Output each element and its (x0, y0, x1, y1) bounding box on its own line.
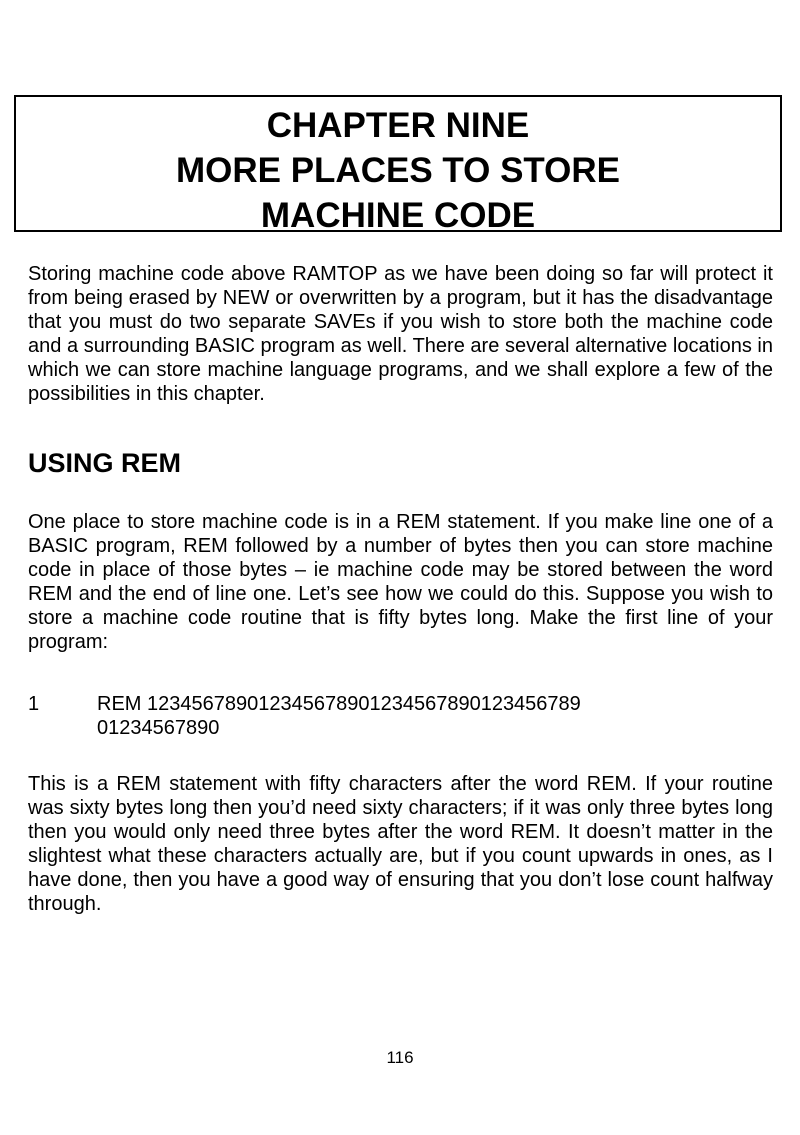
chapter-title-line-2: MACHINE CODE (260, 196, 536, 235)
code-line-number: 1 (28, 693, 40, 715)
explanation-paragraph: This is a REM statement with fifty characters after the word REM. If your routine was sixty bytes long then you’d need sixty characters; if it was only three bytes long then you would only need three bytes after the word REM. It doesn’t matter in the slightest what these characters actually are, but if you count upwards in ones, as I have done, then you have a good way of ensuring that you don’t lose count halfway through. (28, 773, 773, 915)
rem-paragraph: One place to store machine code is in a REM statement. If you make line one of a BASIC program, REM followed by a number of bytes then you can store machine code in place of those bytes – ie machine code may be stored between the word REM and the end of line one. Let’s see how we could do this. Suppose you wish to store a machine code routine that is fifty bytes long. Make the first line of your program: (28, 511, 773, 653)
chapter-title-line-1: MORE PLACES TO STORE (175, 151, 621, 190)
section-heading: USING REM (28, 448, 182, 478)
code-text-line-1: REM 1234567890123456789012345678901234567​89 (97, 693, 581, 715)
chapter-title-box (14, 95, 782, 235)
code-text-line-2: 01234567890 (97, 717, 220, 739)
code-text (97, 692, 697, 740)
intro-paragraph: Storing machine code above RAMTOP as we have been doing so far will protect it from being erased by NEW or overwritten by a program, but it has the disadvantage that you must do two separate SAVEs if you wish to store both the machine code and a surrounding BASIC program as well. There are several alternative locations in which we can store machine language programs, and we shall explore a few of the possibilities in this chapter. (28, 263, 773, 405)
chapter-number: CHAPTER NINE (266, 106, 530, 145)
page-number: 116 (386, 1048, 414, 1067)
